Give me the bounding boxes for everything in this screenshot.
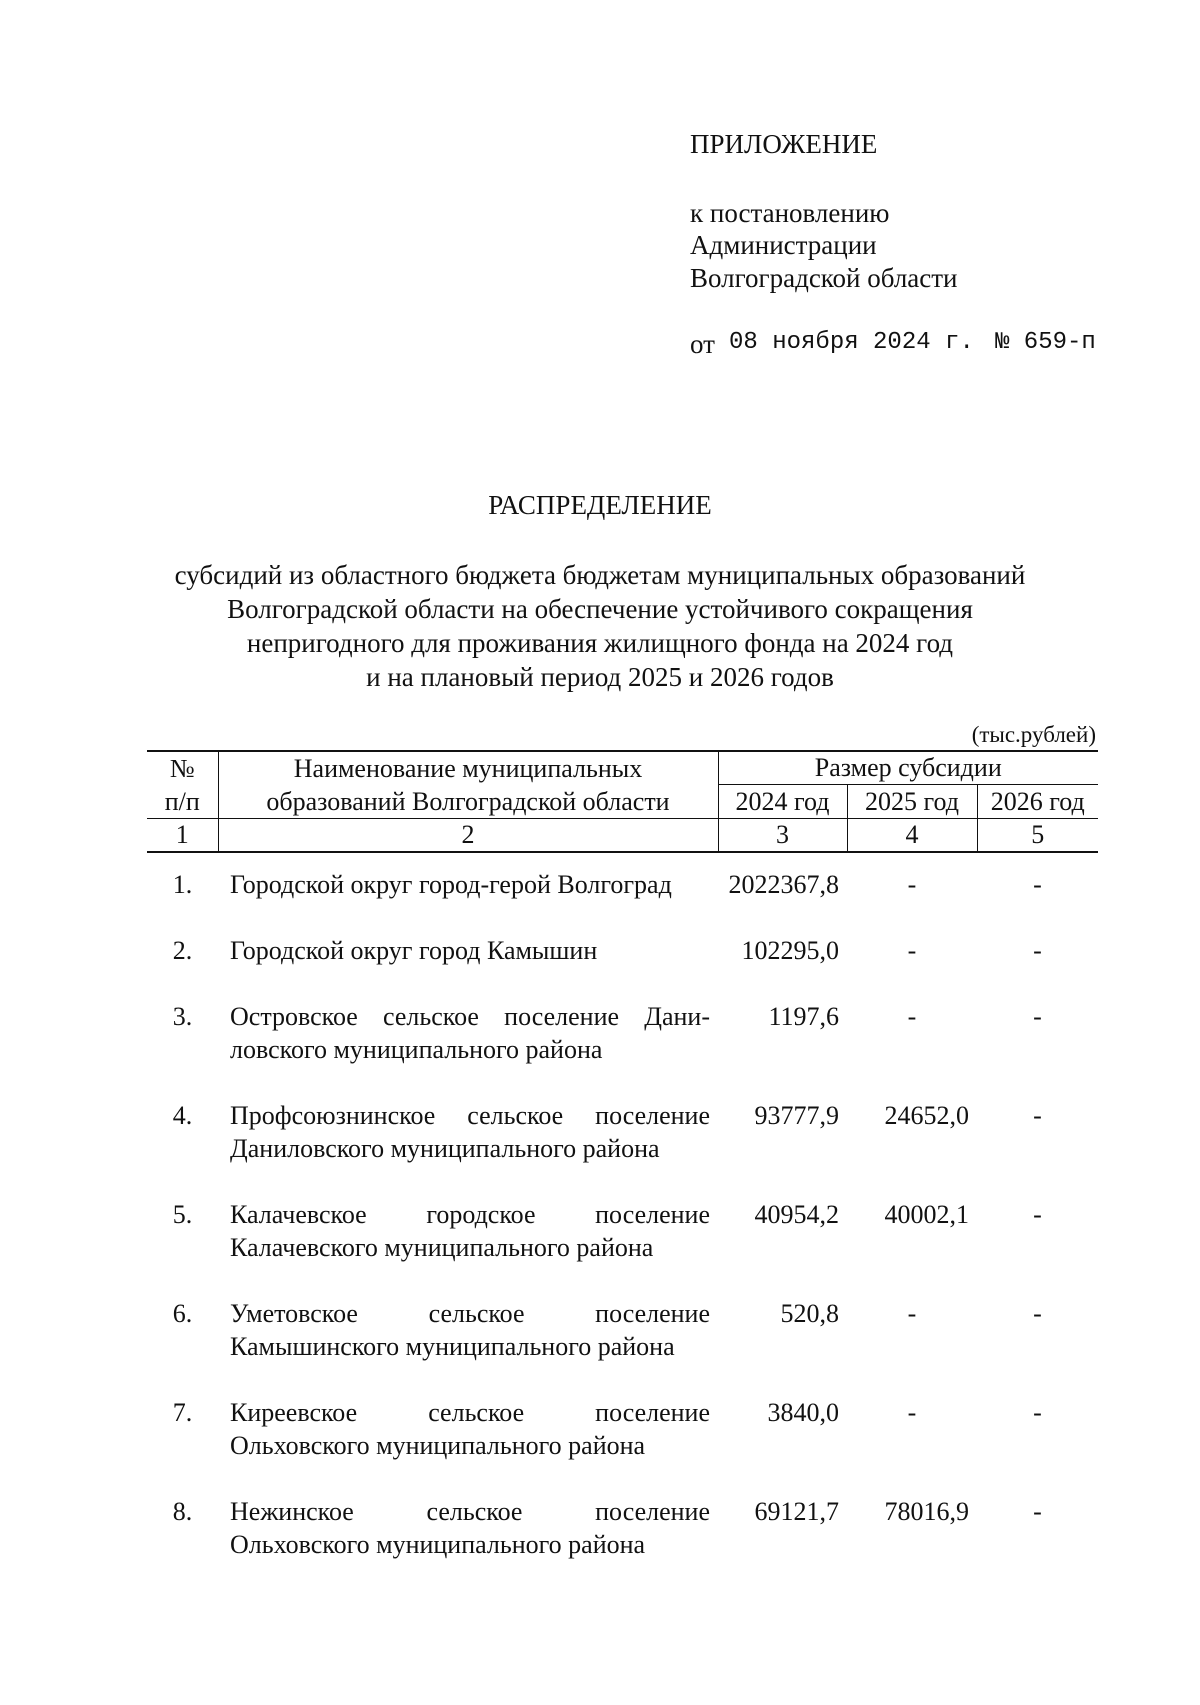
- value-2024: 3840,0: [767, 1398, 839, 1427]
- col-number: 5: [977, 819, 1098, 852]
- row-spacer: [147, 1363, 1098, 1396]
- name-line: Островское сельское поселение Дани-: [230, 1002, 710, 1031]
- subtitle-line: субсидий из областного бюджета бюджетам муниципальных образований: [174, 560, 1026, 590]
- row-spacer: [147, 901, 1098, 934]
- table-row: [147, 1396, 1098, 1462]
- name-line: Калачевского муниципального района: [230, 1233, 654, 1262]
- name-line: ловского муниципального района: [230, 1035, 603, 1064]
- row-number: 1.: [172, 870, 193, 899]
- table-body: [147, 868, 1098, 1561]
- row-number: 2.: [172, 936, 193, 965]
- row-spacer-cell: [147, 967, 1098, 1000]
- table-row: [147, 1495, 1098, 1561]
- appendix-line: к постановлению: [690, 198, 890, 228]
- value-2026: -: [1033, 1101, 1042, 1130]
- row-municipality-name: [218, 934, 718, 967]
- document-title: РАСПРЕДЕЛЕНИЕ: [488, 490, 712, 520]
- table-row: [147, 1198, 1098, 1264]
- name-line: Камышинского муниципального района: [230, 1332, 675, 1361]
- document-date: 08 ноября 2024 г.: [729, 329, 974, 356]
- name-line: Ольховского муниципального района: [230, 1431, 646, 1460]
- row-municipality-name: [218, 1495, 718, 1561]
- value-2026: -: [1033, 870, 1042, 899]
- name-line: Нежинское сельское поселение: [230, 1497, 710, 1526]
- header-name: Наименование муниципальных образований Волгоградской области: [218, 751, 718, 819]
- subtitle-line: Волгоградской области на обеспечение устойчивого сокращения: [227, 594, 973, 624]
- appendix-line: Волгоградской области: [690, 263, 958, 293]
- value-2025: 24652,0: [884, 1101, 969, 1130]
- value-2024: 2022367,8: [728, 870, 839, 899]
- row-spacer-cell: [147, 1165, 1098, 1198]
- row-municipality-name: [218, 868, 718, 901]
- value-2026: -: [1033, 1497, 1042, 1526]
- row-number: 8.: [172, 1497, 193, 1526]
- subtitle-line: непригодного для проживания жилищного фонда на 2024 год: [246, 628, 954, 658]
- value-2024: 520,8: [780, 1299, 839, 1328]
- value-2025: -: [907, 936, 917, 965]
- document-number: № 659-п: [995, 329, 1096, 356]
- value-2026: -: [1033, 1200, 1042, 1229]
- name-line: Калачевское городское поселение: [230, 1200, 710, 1229]
- date-prefix: от: [690, 329, 715, 359]
- value-2025: -: [907, 1002, 917, 1031]
- col-number: 2: [218, 819, 718, 852]
- row-spacer: [147, 1462, 1098, 1495]
- row-spacer: [147, 1066, 1098, 1099]
- row-spacer-cell: [147, 1264, 1098, 1297]
- row-municipality-name: [218, 1198, 718, 1264]
- value-2025: -: [907, 1398, 917, 1427]
- value-2025: 40002,1: [884, 1200, 969, 1229]
- table-row: [147, 1099, 1098, 1165]
- value-2026: -: [1033, 936, 1042, 965]
- name-line: Городской округ город-герой Волгоград: [230, 870, 672, 899]
- row-spacer: [147, 1264, 1098, 1297]
- row-municipality-name: [218, 1099, 718, 1165]
- row-number: 3.: [172, 1002, 193, 1031]
- row-municipality-name: [218, 1000, 718, 1066]
- row-spacer-cell: [147, 901, 1098, 934]
- table-row: [147, 934, 1098, 967]
- value-2026: -: [1033, 1002, 1042, 1031]
- row-spacer: [147, 1165, 1098, 1198]
- header-year-2025: 2025 год: [847, 785, 977, 819]
- value-2024: 40954,2: [754, 1200, 839, 1229]
- row-spacer-cell: [147, 1363, 1098, 1396]
- row-municipality-name: [218, 1297, 718, 1363]
- header-subsidy: Размер субсидии: [718, 751, 1098, 785]
- header-year-2026: 2026 год: [990, 786, 1085, 816]
- units-label: (тыс.рублей): [971, 722, 1096, 747]
- value-2025: 78016,9: [884, 1497, 969, 1526]
- appendix-line: Администрации: [690, 230, 877, 260]
- name-line: Киреевское сельское поселение: [230, 1398, 710, 1427]
- value-2024: 1197,6: [768, 1002, 839, 1031]
- col-number: 4: [847, 819, 977, 852]
- table-row: [147, 868, 1098, 901]
- name-line: Городской округ город Камышин: [230, 936, 598, 965]
- row-number: 7.: [172, 1398, 193, 1427]
- value-2024: 93777,9: [754, 1101, 839, 1130]
- row-number: 6.: [172, 1299, 193, 1328]
- row-spacer-cell: [147, 1462, 1098, 1495]
- appendix-title: ПРИЛОЖЕНИЕ: [690, 129, 878, 159]
- header-num: № п/п: [147, 751, 218, 819]
- value-2024: 102295,0: [741, 936, 839, 965]
- row-spacer-cell: [147, 1066, 1098, 1099]
- value-2026: -: [1033, 1398, 1042, 1427]
- header-year-2024: 2024 год: [718, 785, 847, 819]
- col-number: 3: [718, 819, 847, 852]
- table-row: [147, 1297, 1098, 1363]
- name-line: Даниловского муниципального района: [230, 1134, 660, 1163]
- subtitle-line: и на плановый период 2025 и 2026 годов: [366, 662, 834, 692]
- col-number: 1: [147, 819, 218, 852]
- value-2025: -: [907, 870, 917, 899]
- row-number: 4.: [172, 1101, 193, 1130]
- table-header: [147, 750, 1098, 853]
- name-line: Профсоюзнинское сельское поселение: [230, 1101, 710, 1130]
- value-2024: 69121,7: [754, 1497, 839, 1526]
- value-2025: -: [907, 1299, 917, 1328]
- row-number: 5.: [172, 1200, 193, 1229]
- row-municipality-name: [218, 1396, 718, 1462]
- name-line: Ольховского муниципального района: [230, 1530, 646, 1559]
- name-line: Уметовское сельское поселение: [230, 1299, 710, 1328]
- table-row: [147, 1000, 1098, 1066]
- value-2026: -: [1033, 1299, 1042, 1328]
- row-spacer: [147, 967, 1098, 1000]
- document-subtitle: [0, 558, 1200, 694]
